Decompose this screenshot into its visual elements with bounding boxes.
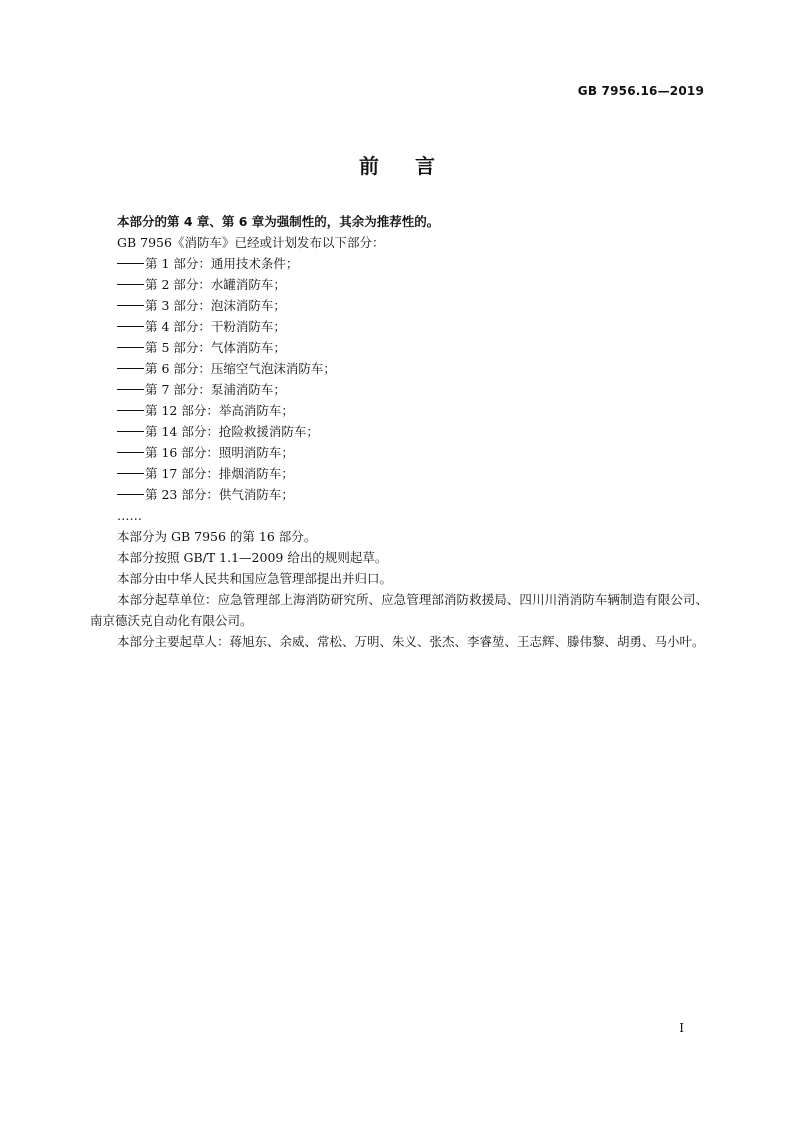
standard-code: GB 7956.16—2019 bbox=[577, 84, 704, 98]
em-dash bbox=[117, 284, 144, 285]
part-label: 第 17 部分：排烟消防车； bbox=[145, 466, 294, 481]
list-item bbox=[90, 274, 708, 295]
list-item bbox=[90, 316, 708, 337]
drafting-rules: 本部分按照 GB/T 1.1—2009 给出的规则起草。 bbox=[117, 550, 388, 565]
mandatory-note: 本部分的第 4 章、第 6 章为强制性的，其余为推荐性的。 bbox=[117, 214, 440, 229]
em-dash bbox=[117, 305, 144, 306]
page-title: 前言 bbox=[359, 154, 471, 178]
document-body bbox=[90, 211, 708, 652]
em-dash bbox=[117, 389, 144, 390]
list-item bbox=[90, 379, 708, 400]
list-item bbox=[90, 442, 708, 463]
drafting-units: 本部分起草单位：应急管理部上海消防研究所、应急管理部消防救援局、四川川消消防车辆制造有限公司、南京德沃克自动化有限公司。 bbox=[90, 592, 708, 628]
list-item bbox=[90, 358, 708, 379]
list-item bbox=[90, 463, 708, 484]
part-label: 第 5 部分：气体消防车； bbox=[145, 340, 286, 355]
part-label: 第 2 部分：水罐消防车； bbox=[145, 277, 286, 292]
em-dash bbox=[117, 368, 144, 369]
part-label: 第 6 部分：压缩空气泡沫消防车； bbox=[145, 361, 336, 376]
part-label: 第 1 部分：通用技术条件； bbox=[145, 256, 299, 271]
part-label: 第 7 部分：泵浦消防车； bbox=[145, 382, 286, 397]
proposed-by: 本部分由中华人民共和国应急管理部提出并归口。 bbox=[117, 571, 393, 586]
em-dash bbox=[117, 473, 144, 474]
list-ellipsis: …… bbox=[117, 508, 142, 523]
em-dash bbox=[117, 452, 144, 453]
list-item bbox=[90, 484, 708, 505]
series-intro: GB 7956《消防车》已经或计划发布以下部分： bbox=[117, 235, 385, 250]
part-label: 第 14 部分：抢险救援消防车； bbox=[145, 424, 319, 439]
em-dash bbox=[117, 410, 144, 411]
part-label: 第 16 部分：照明消防车； bbox=[145, 445, 294, 460]
em-dash bbox=[117, 347, 144, 348]
part-label: 第 3 部分：泡沫消防车； bbox=[145, 298, 286, 313]
part-label: 第 12 部分：举高消防车； bbox=[145, 403, 294, 418]
list-item bbox=[90, 421, 708, 442]
em-dash bbox=[117, 263, 144, 264]
list-item bbox=[90, 295, 708, 316]
em-dash bbox=[117, 431, 144, 432]
list-item bbox=[90, 337, 708, 358]
em-dash bbox=[117, 494, 144, 495]
part-label: 第 4 部分：干粉消防车； bbox=[145, 319, 286, 334]
drafters: 本部分主要起草人：蒋旭东、余威、常松、万明、朱义、张杰、李睿堃、王志辉、滕伟黎、胡勇、马小叶。 bbox=[117, 634, 705, 649]
list-item bbox=[90, 253, 708, 274]
page-number: I bbox=[679, 1021, 684, 1035]
em-dash bbox=[117, 326, 144, 327]
part-label: 第 23 部分：供气消防车； bbox=[145, 487, 294, 502]
part-of-statement: 本部分为 GB 7956 的第 16 部分。 bbox=[117, 529, 317, 544]
parts-list bbox=[90, 253, 708, 505]
list-item bbox=[90, 400, 708, 421]
